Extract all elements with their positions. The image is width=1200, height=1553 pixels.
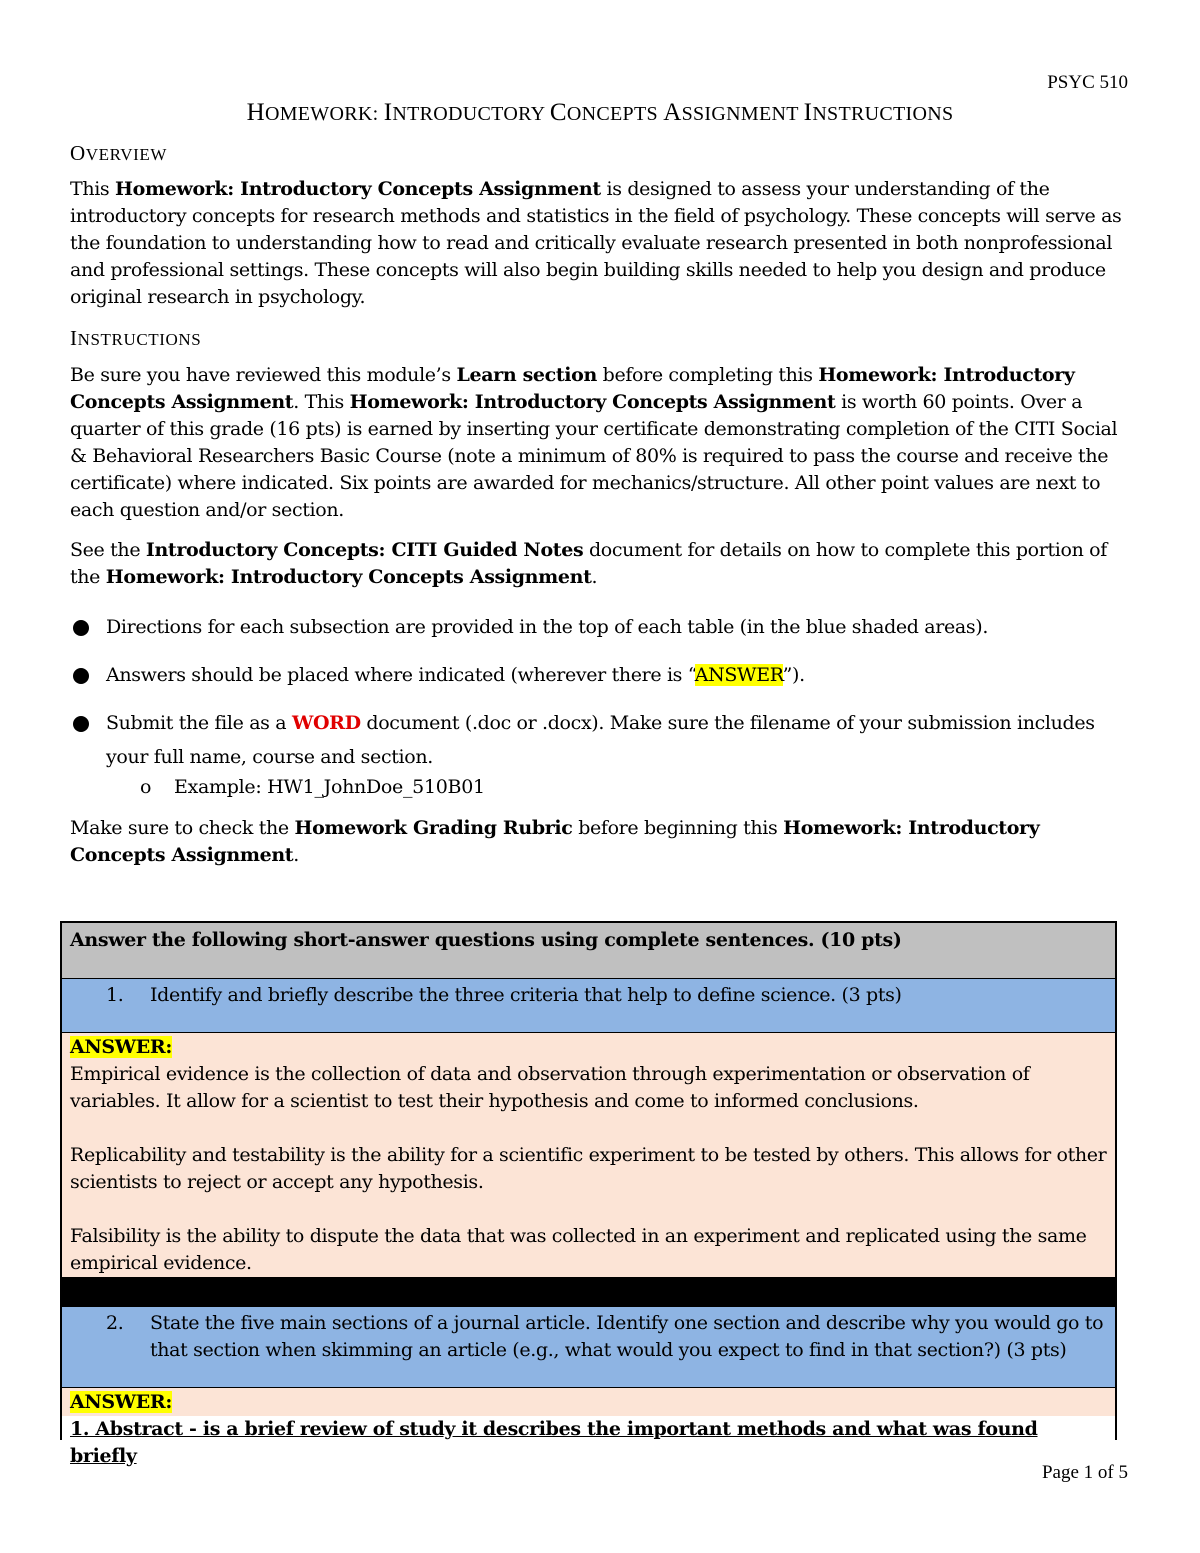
rubric-paragraph: Make sure to check the Homework Grading Rubric before beginning this Homework: Introductory Concepts Assignment. [70, 817, 1040, 866]
bullet-dot-icon [73, 668, 89, 684]
answer-row[interactable] [62, 1033, 1115, 1278]
question-number: 1. [106, 984, 124, 1006]
instruction-bullets [70, 610, 1130, 774]
table-header-row [62, 923, 1115, 979]
bullet-dot-icon [73, 716, 89, 732]
bullet-dot-icon [73, 620, 89, 636]
question-text: Identify and briefly describe the three criteria that help to define science. (3 pts) [150, 984, 902, 1006]
course-code: PSYC 510 [1047, 72, 1128, 93]
bullet-item: Submit the file as a WORD document (.doc or .docx). Make sure the filename of your submission includes your full name, course and section. [70, 706, 1130, 774]
answer-paragraph: Falsibility is the ability to dispute the data that was collected in an experiment and replicated using the same empirical evidence. [70, 1225, 1087, 1274]
instructions-heading: INSTRUCTIONS [70, 326, 202, 350]
sub-bullet-example: o Example: HW1_JohnDoe_510B01 [140, 776, 485, 798]
bullet-item: Directions for each subsection are provided in the top of each table (in the blue shaded areas). [70, 610, 1130, 644]
overview-paragraph: This Homework: Introductory Concepts Assignment is designed to assess your understanding of the introductory concepts for research methods and statistics in the field of psychology. These concepts will serve as the foundation to understanding how to read and critically evaluate research presented in both nonprofessional and professional settings. These concepts will also begin building skills needed to help you design and produce original research in psychology. [70, 178, 1122, 308]
question-number: 2. [106, 1312, 124, 1334]
table-divider-row [62, 1278, 1115, 1307]
table-header-text: Answer the following short-answer questions using complete sentences. (10 pts) [70, 929, 902, 951]
page-title: HOMEWORK: INTRODUCTORY CONCEPTS ASSIGNMENT INSTRUCTIONS [246, 99, 954, 126]
word-emphasis: WORD [291, 712, 361, 734]
questions-table [60, 921, 1117, 1467]
answer-row[interactable] [62, 1388, 1115, 1467]
question-row [62, 979, 1115, 1033]
question-row [62, 1307, 1115, 1388]
answer-highlight: ANSWER [694, 664, 783, 686]
overview-heading: OVERVIEW [70, 141, 167, 165]
question-text: State the five main sections of a journal article. Identify one section and describe why you would go to that section when skimming an article (e.g., what would you expect to find in that section?) (3 pts) [150, 1312, 1104, 1361]
answer-label: ANSWER: [70, 1391, 173, 1413]
guided-notes-paragraph: See the Introductory Concepts: CITI Guided Notes document for details on how to complete this portion of the Homework: Introductory Concepts Assignment. [70, 539, 1107, 588]
answer-label: ANSWER: [70, 1036, 173, 1058]
page-number: Page 1 of 5 [1041, 1462, 1128, 1483]
answer-paragraph: Empirical evidence is the collection of data and observation through experimentation or observation of variables. It allow for a scientist to test their hypothesis and come to informed conclusions. [70, 1063, 1030, 1112]
answer-paragraph: Replicability and testability is the ability for a scientific experiment to be tested by others. This allows for other scientists to reject or accept any hypothesis. [70, 1144, 1107, 1193]
answer-line: 1. Abstract - is a brief review of study it describes the important methods and what was found briefly [62, 1416, 1115, 1470]
bullet-item: Answers should be placed where indicated (wherever there is “ANSWER”). [70, 658, 1130, 692]
instructions-paragraph: Be sure you have reviewed this module’s Learn section before completing this Homework: Introductory Concepts Assignment. This Homework: Introductory Concepts Assignment is worth 60 points. Over a quarter of this grade (16 pts) is earned by inserting your certificate demonstrating completion of the CITI Social & Behavioral Researchers Basic Course (note a minimum of 80% is required to pass the course and receive the certificate) where indicated. Six points are awarded for mechanics/structure. All other point values are next to each question and/or section. [70, 364, 1118, 521]
